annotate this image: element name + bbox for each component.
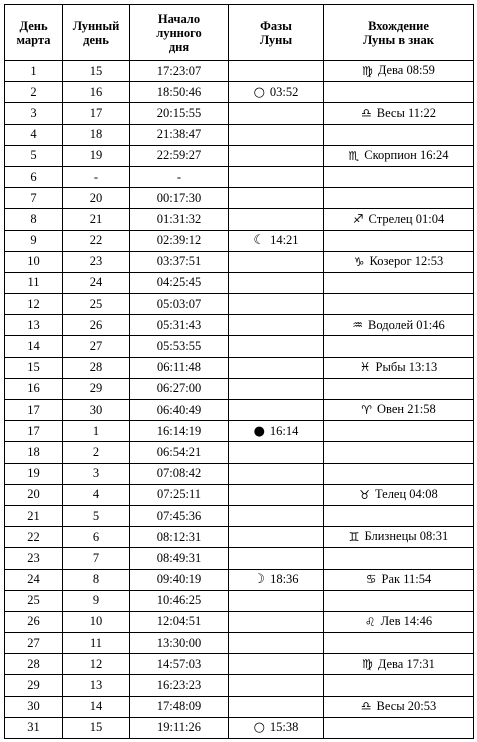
day-cell: 24 bbox=[5, 569, 63, 590]
table-row bbox=[5, 61, 474, 82]
moon-phase-cell bbox=[229, 209, 324, 230]
leo-icon: ♌ bbox=[364, 614, 376, 629]
table-row bbox=[5, 272, 474, 293]
lunar-day-cell: 22 bbox=[63, 230, 130, 251]
zodiac-entry-text: Близнецы 08:31 bbox=[364, 529, 449, 544]
day-cell: 13 bbox=[5, 315, 63, 336]
table-row bbox=[5, 484, 474, 505]
zodiac-sign-cell bbox=[324, 378, 474, 399]
zodiac-entry bbox=[361, 107, 436, 120]
table-row bbox=[5, 230, 474, 251]
table-row bbox=[5, 124, 474, 145]
start-time-cell: 16:14:19 bbox=[130, 421, 229, 442]
pisces-icon: ♓ bbox=[359, 360, 371, 375]
zodiac-entry-text: Дева 08:59 bbox=[377, 63, 435, 78]
moon-phase-cell bbox=[229, 294, 324, 315]
zodiac-entry bbox=[365, 615, 432, 628]
full-moon-icon: ○ bbox=[253, 84, 265, 100]
scorpio-icon: ♏ bbox=[348, 148, 360, 163]
lunar-day-cell: 12 bbox=[63, 654, 130, 675]
table-row bbox=[5, 336, 474, 357]
moon-phase-cell bbox=[229, 611, 324, 632]
table-row bbox=[5, 717, 474, 738]
start-time-cell: 05:31:43 bbox=[130, 315, 229, 336]
day-cell: 9 bbox=[5, 230, 63, 251]
zodiac-sign-cell bbox=[324, 463, 474, 484]
zodiac-entry-text: Весы 11:22 bbox=[376, 105, 437, 120]
zodiac-entry bbox=[359, 488, 438, 501]
virgo-icon: ♍ bbox=[362, 657, 373, 672]
start-time-cell: 08:12:31 bbox=[130, 527, 229, 548]
zodiac-sign-cell bbox=[324, 590, 474, 611]
lunar-day-cell: 21 bbox=[63, 209, 130, 230]
start-time-cell: 09:40:19 bbox=[130, 569, 229, 590]
moon-phase-cell bbox=[229, 442, 324, 463]
aries-icon: ♈ bbox=[361, 402, 373, 417]
gemini-icon: ♊ bbox=[348, 529, 360, 544]
start-time-cell: 07:08:42 bbox=[130, 463, 229, 484]
table-row bbox=[5, 82, 474, 103]
table-row bbox=[5, 696, 474, 717]
zodiac-entry bbox=[360, 361, 437, 374]
zodiac-sign-cell bbox=[324, 569, 474, 590]
zodiac-sign-cell bbox=[324, 124, 474, 145]
moon-phase bbox=[254, 425, 299, 438]
moon-phase-cell bbox=[229, 463, 324, 484]
start-time-cell: 17:48:09 bbox=[130, 696, 229, 717]
moon-phase-time: 14:21 bbox=[270, 233, 299, 248]
zodiac-entry bbox=[362, 658, 435, 671]
lunar-day-cell: 18 bbox=[63, 124, 130, 145]
table-row bbox=[5, 188, 474, 209]
zodiac-sign-cell bbox=[324, 633, 474, 654]
lunar-day-cell: 1 bbox=[63, 421, 130, 442]
virgo-icon: ♍ bbox=[362, 63, 373, 78]
cancer-icon: ♋ bbox=[365, 572, 377, 587]
zodiac-entry-text: Весы 20:53 bbox=[376, 698, 437, 713]
start-time-cell: 19:11:26 bbox=[130, 717, 229, 738]
moon-phase-time: 18:36 bbox=[270, 572, 299, 587]
aquarius-icon: ♒ bbox=[352, 318, 363, 333]
table-row bbox=[5, 251, 474, 272]
moon-phase-cell bbox=[229, 590, 324, 611]
moon-phase-cell bbox=[229, 548, 324, 569]
zodiac-entry-text: Козерог 12:53 bbox=[369, 254, 444, 269]
zodiac-sign-cell bbox=[324, 611, 474, 632]
table-row bbox=[5, 315, 474, 336]
start-time-cell: 22:59:27 bbox=[130, 145, 229, 166]
start-time-cell: 06:11:48 bbox=[130, 357, 229, 378]
day-cell: 8 bbox=[5, 209, 63, 230]
day-cell: 30 bbox=[5, 696, 63, 717]
table-row bbox=[5, 400, 474, 421]
zodiac-entry-text: Овен 21:58 bbox=[377, 402, 436, 417]
start-time-cell: 06:40:49 bbox=[130, 400, 229, 421]
day-cell: 4 bbox=[5, 124, 63, 145]
moon-phase-cell bbox=[229, 315, 324, 336]
start-time-cell: 12:04:51 bbox=[130, 611, 229, 632]
start-time-cell: 05:03:07 bbox=[130, 294, 229, 315]
table-body bbox=[5, 61, 474, 739]
zodiac-sign-cell bbox=[324, 548, 474, 569]
header-lunar-day: Лунный день bbox=[63, 5, 130, 61]
moon-phase bbox=[253, 234, 298, 247]
zodiac-sign-cell bbox=[324, 400, 474, 421]
table-row bbox=[5, 675, 474, 696]
zodiac-sign-cell bbox=[324, 61, 474, 82]
lunar-day-cell: 25 bbox=[63, 294, 130, 315]
table-row bbox=[5, 505, 474, 526]
moon-phase-cell bbox=[229, 166, 324, 187]
first-quarter-icon: ☽ bbox=[253, 572, 266, 588]
table-row bbox=[5, 654, 474, 675]
day-cell: 17 bbox=[5, 421, 63, 442]
zodiac-sign-cell bbox=[324, 505, 474, 526]
table-row bbox=[5, 378, 474, 399]
zodiac-sign-cell bbox=[324, 294, 474, 315]
day-cell: 7 bbox=[5, 188, 63, 209]
start-time-cell: 10:46:25 bbox=[130, 590, 229, 611]
moon-phase-cell bbox=[229, 357, 324, 378]
lunar-day-cell: 11 bbox=[63, 633, 130, 654]
zodiac-sign-cell bbox=[324, 484, 474, 505]
moon-phase-cell bbox=[229, 696, 324, 717]
moon-phase-cell bbox=[229, 654, 324, 675]
day-cell: 14 bbox=[5, 336, 63, 357]
start-time-cell: 21:38:47 bbox=[130, 124, 229, 145]
start-time-cell: 02:39:12 bbox=[130, 230, 229, 251]
zodiac-sign-cell bbox=[324, 527, 474, 548]
moon-phase-cell bbox=[229, 145, 324, 166]
day-cell: 15 bbox=[5, 357, 63, 378]
moon-phase-cell bbox=[229, 82, 324, 103]
day-cell: 20 bbox=[5, 484, 63, 505]
start-time-cell: 03:37:51 bbox=[130, 251, 229, 272]
moon-phase bbox=[254, 86, 299, 99]
start-time-cell: 17:23:07 bbox=[130, 61, 229, 82]
day-cell: 18 bbox=[5, 442, 63, 463]
start-time-cell: 04:25:45 bbox=[130, 272, 229, 293]
day-cell: 3 bbox=[5, 103, 63, 124]
day-cell: 1 bbox=[5, 61, 63, 82]
start-time-cell: - bbox=[130, 166, 229, 187]
moon-phase-cell bbox=[229, 272, 324, 293]
zodiac-entry bbox=[354, 255, 443, 268]
table-row bbox=[5, 527, 474, 548]
start-time-cell: 16:23:23 bbox=[130, 675, 229, 696]
moon-phase-cell bbox=[229, 675, 324, 696]
zodiac-entry bbox=[362, 64, 435, 77]
start-time-cell: 05:53:55 bbox=[130, 336, 229, 357]
day-cell: 12 bbox=[5, 294, 63, 315]
zodiac-entry bbox=[352, 319, 445, 332]
header-moon-sign-entry: Вхождение Луны в знак bbox=[324, 5, 474, 61]
moon-phase-cell bbox=[229, 124, 324, 145]
lunar-day-cell: 29 bbox=[63, 378, 130, 399]
zodiac-sign-cell bbox=[324, 230, 474, 251]
zodiac-entry bbox=[349, 149, 449, 162]
zodiac-sign-cell bbox=[324, 654, 474, 675]
moon-phase-cell bbox=[229, 400, 324, 421]
lunar-day-cell: 20 bbox=[63, 188, 130, 209]
moon-phase-cell bbox=[229, 336, 324, 357]
lunar-calendar-table bbox=[4, 4, 474, 739]
zodiac-entry-text: Скорпион 16:24 bbox=[364, 148, 449, 163]
table-row bbox=[5, 209, 474, 230]
day-cell: 25 bbox=[5, 590, 63, 611]
start-time-cell: 18:50:46 bbox=[130, 82, 229, 103]
moon-phase-cell bbox=[229, 484, 324, 505]
day-cell: 26 bbox=[5, 611, 63, 632]
moon-phase-cell bbox=[229, 103, 324, 124]
moon-phase-cell bbox=[229, 188, 324, 209]
zodiac-sign-cell bbox=[324, 315, 474, 336]
start-time-cell: 06:27:00 bbox=[130, 378, 229, 399]
moon-phase-time: 15:38 bbox=[269, 720, 299, 735]
table-row bbox=[5, 463, 474, 484]
moon-phase bbox=[253, 573, 298, 586]
day-cell: 16 bbox=[5, 378, 63, 399]
start-time-cell: 13:30:00 bbox=[130, 633, 229, 654]
table-row bbox=[5, 421, 474, 442]
start-time-cell: 07:25:11 bbox=[130, 484, 229, 505]
zodiac-entry-text: Дева 17:31 bbox=[377, 656, 435, 671]
start-time-cell: 00:17:30 bbox=[130, 188, 229, 209]
table-row bbox=[5, 294, 474, 315]
moon-phase-cell bbox=[229, 421, 324, 442]
moon-phase-cell bbox=[229, 633, 324, 654]
lunar-day-cell: 16 bbox=[63, 82, 130, 103]
start-time-cell: 14:57:03 bbox=[130, 654, 229, 675]
zodiac-entry bbox=[366, 573, 431, 586]
lunar-day-cell: 14 bbox=[63, 696, 130, 717]
zodiac-entry bbox=[361, 403, 435, 416]
header-lunar-day-start: Начало лунного дня bbox=[130, 5, 229, 61]
zodiac-entry bbox=[353, 213, 444, 226]
zodiac-entry-text: Телец 04:08 bbox=[374, 487, 438, 502]
zodiac-entry bbox=[361, 700, 437, 713]
table-row bbox=[5, 611, 474, 632]
moon-phase-cell bbox=[229, 251, 324, 272]
lunar-day-cell: 27 bbox=[63, 336, 130, 357]
zodiac-sign-cell bbox=[324, 336, 474, 357]
table-row bbox=[5, 548, 474, 569]
table-row bbox=[5, 103, 474, 124]
taurus-icon: ♉ bbox=[359, 487, 370, 502]
lunar-day-cell: 24 bbox=[63, 272, 130, 293]
moon-phase-cell bbox=[229, 378, 324, 399]
moon-phase-cell bbox=[229, 527, 324, 548]
moon-phase-time: 03:52 bbox=[269, 84, 299, 99]
table-row bbox=[5, 590, 474, 611]
zodiac-entry bbox=[349, 530, 449, 543]
lunar-day-cell: 13 bbox=[63, 675, 130, 696]
last-quarter-icon: ☾ bbox=[253, 233, 266, 249]
lunar-day-cell: 26 bbox=[63, 315, 130, 336]
zodiac-sign-cell bbox=[324, 675, 474, 696]
day-cell: 21 bbox=[5, 505, 63, 526]
zodiac-entry-text: Рыбы 13:13 bbox=[375, 359, 438, 374]
start-time-cell: 06:54:21 bbox=[130, 442, 229, 463]
zodiac-sign-cell bbox=[324, 188, 474, 209]
header-row bbox=[5, 5, 474, 61]
moon-phase-cell bbox=[229, 569, 324, 590]
day-cell: 10 bbox=[5, 251, 63, 272]
day-cell: 19 bbox=[5, 463, 63, 484]
zodiac-sign-cell bbox=[324, 442, 474, 463]
day-cell: 27 bbox=[5, 633, 63, 654]
start-time-cell: 08:49:31 bbox=[130, 548, 229, 569]
moon-phase bbox=[254, 721, 299, 734]
lunar-day-cell: 10 bbox=[63, 611, 130, 632]
moon-phase-cell bbox=[229, 61, 324, 82]
zodiac-entry-text: Стрелец 01:04 bbox=[368, 211, 445, 226]
zodiac-sign-cell bbox=[324, 82, 474, 103]
start-time-cell: 07:45:36 bbox=[130, 505, 229, 526]
lunar-day-cell: 17 bbox=[63, 103, 130, 124]
zodiac-sign-cell bbox=[324, 251, 474, 272]
zodiac-sign-cell bbox=[324, 209, 474, 230]
day-cell: 31 bbox=[5, 717, 63, 738]
day-cell: 6 bbox=[5, 166, 63, 187]
lunar-day-cell: 28 bbox=[63, 357, 130, 378]
lunar-day-cell: 30 bbox=[63, 400, 130, 421]
moon-phase-time: 16:14 bbox=[269, 423, 299, 438]
table-row bbox=[5, 357, 474, 378]
moon-phase-cell bbox=[229, 717, 324, 738]
lunar-day-cell: 19 bbox=[63, 145, 130, 166]
zodiac-sign-cell bbox=[324, 421, 474, 442]
zodiac-sign-cell bbox=[324, 145, 474, 166]
zodiac-sign-cell bbox=[324, 103, 474, 124]
day-cell: 22 bbox=[5, 527, 63, 548]
lunar-day-cell: 15 bbox=[63, 61, 130, 82]
table-row bbox=[5, 442, 474, 463]
header-moon-phases: Фазы Луны bbox=[229, 5, 324, 61]
table-row bbox=[5, 569, 474, 590]
moon-phase-cell bbox=[229, 230, 324, 251]
lunar-day-cell: 23 bbox=[63, 251, 130, 272]
day-cell: 11 bbox=[5, 272, 63, 293]
table-row bbox=[5, 633, 474, 654]
capricorn-icon: ♑ bbox=[353, 254, 365, 269]
table-row bbox=[5, 166, 474, 187]
zodiac-sign-cell bbox=[324, 717, 474, 738]
day-cell: 28 bbox=[5, 654, 63, 675]
zodiac-sign-cell bbox=[324, 696, 474, 717]
full-moon-icon: ○ bbox=[253, 720, 265, 736]
lunar-day-cell: 3 bbox=[63, 463, 130, 484]
start-time-cell: 01:31:32 bbox=[130, 209, 229, 230]
lunar-day-cell: 15 bbox=[63, 717, 130, 738]
moon-phase-cell bbox=[229, 505, 324, 526]
zodiac-sign-cell bbox=[324, 166, 474, 187]
day-cell: 23 bbox=[5, 548, 63, 569]
zodiac-entry-text: Рак 11:54 bbox=[381, 571, 432, 586]
libra-icon: ♎ bbox=[360, 106, 372, 121]
lunar-day-cell: 9 bbox=[63, 590, 130, 611]
zodiac-sign-cell bbox=[324, 357, 474, 378]
libra-icon: ♎ bbox=[360, 699, 372, 714]
lunar-day-cell: 5 bbox=[63, 505, 130, 526]
start-time-cell: 20:15:55 bbox=[130, 103, 229, 124]
lunar-day-cell: 4 bbox=[63, 484, 130, 505]
table-row bbox=[5, 145, 474, 166]
zodiac-entry-text: Лев 14:46 bbox=[380, 614, 433, 629]
new-moon-icon: ● bbox=[253, 423, 265, 439]
day-cell: 29 bbox=[5, 675, 63, 696]
zodiac-entry-text: Водолей 01:46 bbox=[368, 317, 445, 332]
header-day: День марта bbox=[5, 5, 63, 61]
sagittarius-icon: ♐ bbox=[352, 212, 364, 227]
day-cell: 5 bbox=[5, 145, 63, 166]
lunar-day-cell: 8 bbox=[63, 569, 130, 590]
lunar-day-cell: 6 bbox=[63, 527, 130, 548]
zodiac-sign-cell bbox=[324, 272, 474, 293]
lunar-day-cell: - bbox=[63, 166, 130, 187]
lunar-day-cell: 7 bbox=[63, 548, 130, 569]
lunar-day-cell: 2 bbox=[63, 442, 130, 463]
day-cell: 2 bbox=[5, 82, 63, 103]
day-cell: 17 bbox=[5, 400, 63, 421]
